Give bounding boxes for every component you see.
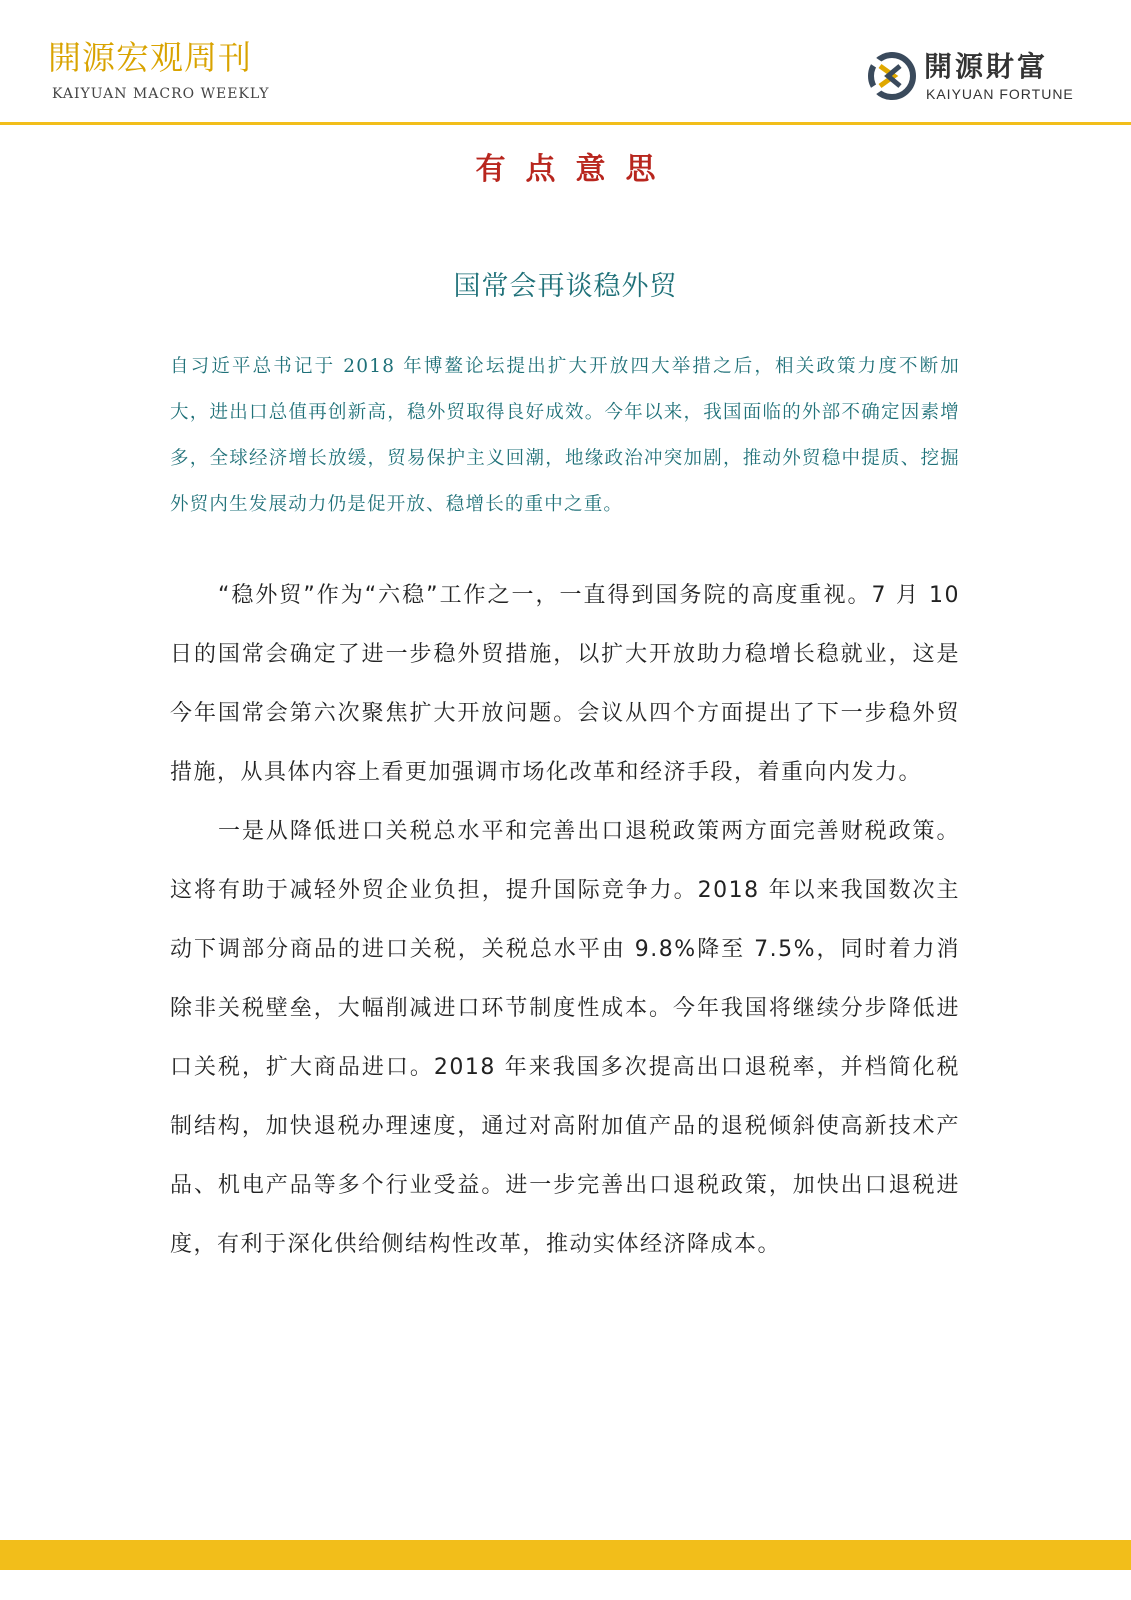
body-paragraph: “稳外贸”作为“六稳”工作之一，一直得到国务院的高度重视。7 月 10 日的国常会确定了进一步稳外贸措施，以扩大开放助力稳增长稳就业，这是今年国常会第六次聚焦扩大开放问题。会议从四个方面提出了下一步稳外贸措施，从具体内容上看更加强调市场化改革和经济手段，着重向内发力。 <box>170 583 960 785</box>
section-title: 有点意思 <box>475 152 676 187</box>
article-summary: 自习近平总书记于 2018 年博鳌论坛提出扩大开放四大举措之后，相关政策力度不断加大，进出口总值再创新高，稳外贸取得良好成效。今年以来，我国面临的外部不确定因素增多，全球经济增长放缓，贸易保护主义回潮，地缘政治冲突加剧，推动外贸稳中提质、挖掘外贸内生发展动力仍是促开放、稳增长的重中之重。 <box>170 356 960 515</box>
header-divider <box>0 122 1131 125</box>
logo-text-en: KAIYUAN FORTUNE <box>926 86 1074 102</box>
page-header <box>0 0 1131 127</box>
brand-subtitle: KAIYUAN MACRO WEEKLY <box>52 86 270 102</box>
article-title: 国常会再谈稳外贸 <box>453 271 678 302</box>
logo-text-cn: 開源財富 <box>924 50 1049 83</box>
kaiyuan-logo-icon <box>866 50 918 102</box>
body-paragraph: 一是从降低进口关税总水平和完善出口退税政策两方面完善财税政策。这将有助于减轻外贸企业负担，提升国际竞争力。2018 年以来我国数次主动下调部分商品的进口关税，关税总水平由 9.8%降至 7.5%，同时着力消除非关税壁垒，大幅削减进口环节制度性成本。今年我国将继续分步降低进口关税，扩大商品进口。2018 年来我国多次提高出口退税率，并档简化税制结构，加快退税办理速度，通过对高附加值产品的退税倾斜使高新技术产品、机电产品等多个行业受益。进一步完善出口退税政策，加快出口退税进度，有利于深化供给侧结构性改革，推动实体经济降成本。 <box>170 819 960 1257</box>
article-body <box>170 566 960 1274</box>
brand-title: 開源宏观周刊 <box>48 38 252 77</box>
footer-bar <box>0 1540 1131 1570</box>
company-logo <box>866 48 1096 108</box>
